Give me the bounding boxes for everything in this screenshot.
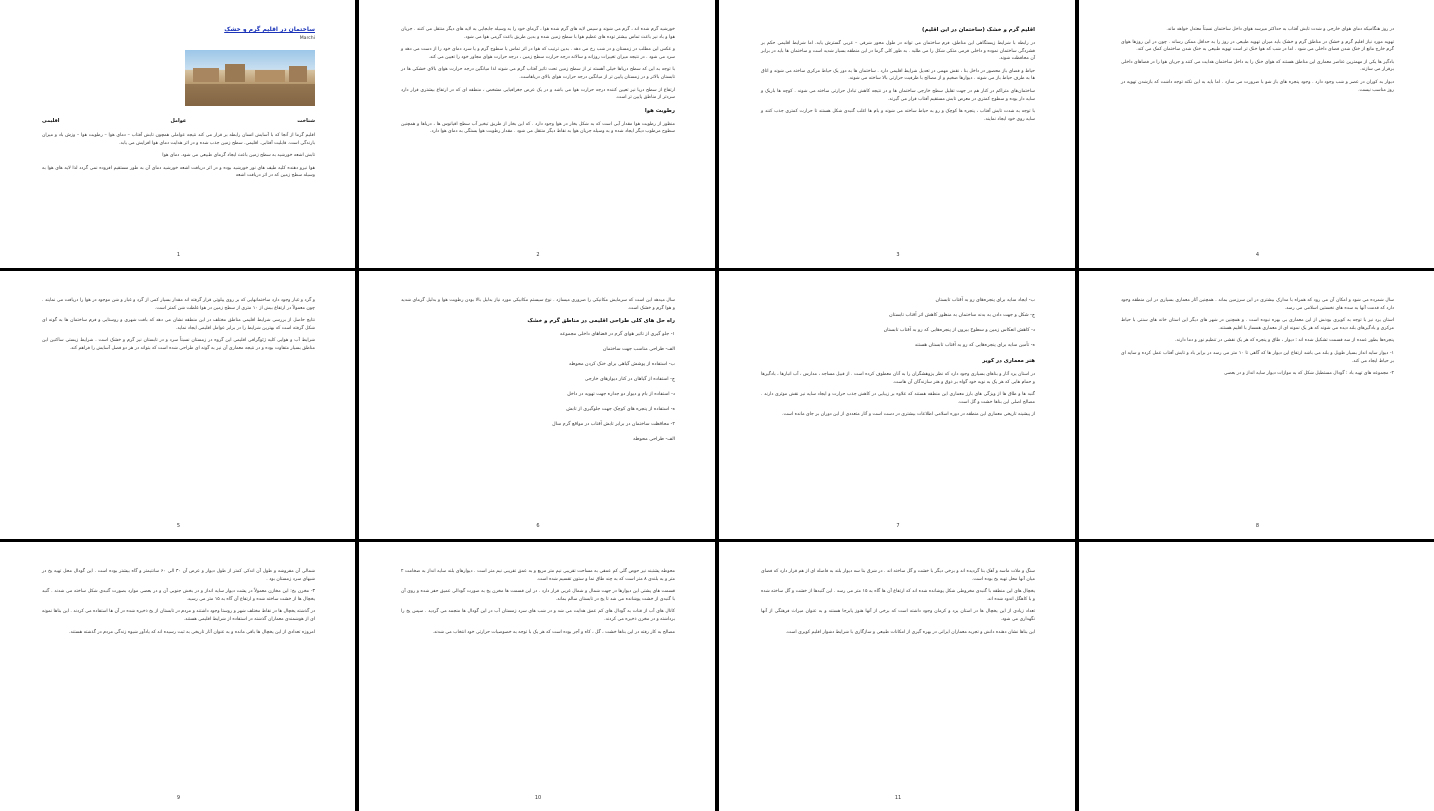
page-number: 4	[1255, 252, 1260, 258]
paragraph: ۳- مخزن یخ: این مخازن معمولاً در پشت دیوار سایه انداز و در بخش جنوبی آن و در بعضی موارد بصورت گنبدی شکل ساخته می شدند . گنبد یخچال ها از خشت ساخته شده و ارتفاع آن گاه به ۱۵ متر می رسید.	[42, 589, 315, 602]
page-2-content	[401, 26, 675, 258]
page-3-content	[761, 26, 1035, 258]
paragraph: پنجره‌ها بطور عمده از سه قسمت تشکیل شده اند : دیوار ، طاق و پنجره که هر یک نقشی در تنظیم نور و دما دارند.	[1175, 338, 1394, 344]
page-7-content	[761, 297, 1035, 529]
paragraph: تعداد زیادی از این یخچال ها در استان یزد و کرمان وجود داشته است که برخی از آنها هنوز پابرجا هستند و به عنوان میراث فرهنگی از آنها نگهداری می شود.	[761, 609, 1035, 622]
paragraph: تابش اشعه خورشید به سطح زمین باعث ایجاد گرمای طبیعی می شود. دمای هوا	[162, 153, 315, 159]
paragraph: شرایط آب و هوایی کلیه ژئوگرافی اقلیمی این گروه در زمستان نسبتاً سرد و در تابستان نیز گرم و خشک است . شرایط زیستی ساکنین این مناطق بسیار متفاوت بوده و در نتیجه معماری آن نیز به گونه ای طراحی شده است که بتواند در هر دو فصل آسایش را فراهم کند.	[42, 338, 315, 351]
list-item: ه- تأمین سایه برای پنجره‌هایی که رو به آفتاب تابستان هستند	[914, 343, 1035, 348]
page-10-content	[401, 568, 675, 801]
paragraph: استان یزد نیز با توجه به کویری بودنش از این معماری بی بهره نبوده است . و همچنین در شهر های دیگر این استان خانه های سنتی با حیاط مرکزی و بادگیرهای بلند دیده می شوند که هر یک نمونه ای از معماری همساز با اقلیم هستند.	[1121, 318, 1394, 331]
page-6[interactable]	[359, 271, 715, 539]
page-number: 5	[176, 523, 181, 529]
paragraph: در استان یزد آثار و بناهای بسیاری وجود دارد که نظر پژوهشگران را به آنان معطوف کرده است . از قبیل مساجد ، مدارس ، آب انبارها ، بادگیرها و حمام هایی که هر یک به نوبه خود گواه بر ذوق و هنر سازندگان آن هاست.	[761, 372, 1035, 385]
page-2[interactable]	[359, 0, 715, 268]
paragraph: بادگیر ها یکی از مهمترین عناصر معماری این مناطق هستند که هوای خنک را به داخل ساختمان هدایت می کنند و جریان هوا را در فضاهای داخلی برقرار می سازند.	[1121, 59, 1394, 73]
page-number: 6	[536, 523, 540, 529]
paragraph: و عکس این مطلب در زمستان و در شب رخ می دهد . بدین ترتیب که هوا در اثر تماس با سطوح گرم و یا سرد دمای خود را از دست می دهد و سرد می شود . در نتیجه میزان تغییرات روزانه و سالانه درجه حرارت سطح زمین ، درجه حرارت هوای مجاور خود را تعیین می کند.	[401, 47, 675, 60]
page-number: 3	[896, 252, 900, 258]
desert-city-photo	[185, 50, 315, 106]
section-heading: راه حل های کلی طراحی اقلیمی در مناطق گرم و خشک	[527, 318, 675, 325]
source-label: Marchi	[299, 36, 315, 41]
page-10[interactable]	[359, 542, 715, 811]
page-1-content	[42, 26, 315, 258]
paragraph: در رابطه با شرایط زیستگاهی این مناطق، فرم ساختمان می تواند در طول محور شرقی – غربی گسترش یابد. اما شرایط اقلیمی حکم بر فشردگی ساختمان نموده و داخلی فرمی متکی شکل را می طلبد . به طور کلی گرما در این منطقه بسیار شدید است و ساختمان ها باید در برابر آن محافظت شوند.	[761, 41, 1035, 62]
page-3[interactable]	[719, 0, 1075, 268]
list-item: ه- استفاده از پنجره های کوچک جهت جلوگیری از تابش	[566, 407, 675, 413]
paragraph: سال میدهد این است که سرمایش مکانیکی را ضروری میسازد . نوع سیستم مکانیکی مورد نیاز بدلیل بالا بودن رطوبت هوا و بدلیل گرمای شدید و هوا گرم و خشک است.	[401, 298, 675, 311]
paragraph: قسمت های پشتی این دیوارها در جهت شمال و شمال غربی قرار دارد . در این قسمت ها مخزن یخ به صورت گودالی عمیق حفر شده و روی آن با گنبدی از خشت پوشانده می شد تا یخ در تابستان سالم بماند.	[401, 589, 675, 602]
list-item: ب- ایجاد سایه برای پنجره‌های رو به آفتاب تابستان	[935, 298, 1035, 303]
page-number: 11	[894, 795, 902, 801]
paragraph: مصالح به کار رفته در این بناها خشت ، گل ، کاه و آجر بوده است که هر یک با توجه به خصوصیات حرارتی خود انتخاب می شدند.	[432, 629, 675, 635]
list-item: ب- استفاده از پوشش گیاهی برای خنک کردن محوطه	[569, 362, 675, 368]
paragraph: اقلیم گرما از آنجا که با آسایش انسان رابطه بر قرار می کند نتیجه عواملی همچون تابش آفتاب – دمای هوا – رطوبت هوا – وزش باد و میزان بارندگی است. قابلیت آفتابی. اقلیمی. سطح زمین جذب شده و در اثر هدایت دمای هوا افزایش می یابد.	[42, 133, 315, 146]
list-item: الف- طراحی محوطه	[633, 437, 675, 443]
paragraph: سال شمرده می شود و امکان آن می رود که همراه با مدارک بیشتری در این سرزمین بماند . همچنین آثار معماری بسیاری در این منطقه وجود دارد که قدمت آنها به سده های نخستین اسلامی می رسد.	[1121, 298, 1394, 311]
paragraph: یخچال های این منطقه با گنبدی مخروطی شکل پوشانده شده اند که ارتفاع آن ها گاه به ۱۵ متر می رسد . این گنبدها از خشت و گل ساخته شده و با کاهگل اندود شده اند.	[761, 589, 1035, 602]
list-item: د- کاهش انعکاس زمین و سطوح بیرون از پنجره‌هایی که رو به آفتاب تابستان	[883, 328, 1035, 333]
paragraph: ساختمان‌های متراکم در کنار هم در جهت تقلیل سطح خارجی ساختمان ها و در نتیجه کاهش تبادل حرارتی ساخته می شوند . کوچه ها باریک و سایه دار بوده و سطوح کمتری در معرض تابش مستقیم آفتاب قرار می گیرند.	[761, 88, 1035, 102]
section-heading: رطوبت هوا	[644, 107, 675, 114]
document-title-link[interactable]: ساختمان در اقلیم گرم و خشک	[224, 26, 315, 33]
paragraph: حیاط و فضای باز محصور در داخل بنا ، نقش مهمی در تعدیل شرایط اقلیمی دارد . ساختمان ها به دور یک حیاط مرکزی ساخته می شوند و اتاق ها به طرف حیاط باز می شوند . دیوارها ضخیم و از مصالح با ظرفیت حرارتی بالا ساخته می شوند.	[761, 68, 1035, 82]
paragraph: هوا نیرو دهنده کلیه طیف های نور خورشید بوده و در اثر دریافت اشعه خورشید دمای آن به طور مستقیم افزوده نمی گردد لذا لایه های هوا به وسیله سطح زمین که در اثر دریافت اشعه	[42, 165, 315, 179]
paragraph: سنگ و ملات ماسه و آهک بنا گردیده اند و برخی دیگر با خشت و گل ساخته اند . در شرق بنا سه دیوار بلند به فاصله ای از هم قرار دارد که فضای میان آنها محل تهیه یخ بوده است.	[761, 569, 1035, 582]
list-item: ج- استفاده از گیاهان در کنار دیوارهای خارجی	[584, 377, 675, 383]
page-5[interactable]	[0, 271, 355, 539]
paragraph: محوطه پشتبند نیز حوض گلی کم عمقی به مساحت تقریبی نیم متر مربع و به عمق تقریبی نیم متر است . دیوارهای بلند سایه انداز به ضخامت ۲ متر و به بلندی ۸ متر است که به چند طاق نما و ستون تقسیم شده است.	[401, 569, 675, 582]
paragraph: با توجه به شدت تابش آفتاب ، پنجره ها کوچک و رو به حیاط ساخته می شوند و بام ها اغلب گنبدی شکل هستند تا حرارت کمتری جذب کنند و سایه روی خود ایجاد نمایند.	[761, 109, 1035, 122]
label-2: عوامل	[170, 118, 187, 124]
page-4-content	[1121, 26, 1394, 258]
page-5-content	[42, 297, 315, 529]
page-8-content	[1121, 297, 1394, 529]
page-number: 7	[896, 523, 900, 529]
list-item: ۱- جلو گیری از تاثیر هوای گرم در فضاهای داخلی مجموعه	[559, 332, 675, 338]
page-11[interactable]	[719, 542, 1075, 811]
page-number: 2	[536, 252, 540, 258]
paragraph: و گرد و غبار وجود دارد ساختمانهایی که بر روی پیلوتی قرار گرفته اند مقدار بسیار کمی از گرد و غبار و شن موجود در هوا را دریافت می نمایند . چون معمولاً در ارتفاع بیش از ۱۰ متری از سطح زمین در هوا غلظت شن کمتر است.	[42, 298, 315, 311]
paragraph: خورشید گرم شده اند ، گرم می شوند و سپس لایه های گرم شده هوا ، گرمای خود را به وسیله جابجایی به لایه های دیگر منتقل می کنند . جریان هوا و باد نیز باعث تماس بیشتر توده های عظیم هوا با سطح زمین شده و بدین طریق باعث گرمی هوا می شود.	[401, 27, 675, 40]
paragraph: ارتفاع از سطح دریا نیز تعیین کننده درجه حرارت هوا می باشد و در یک عرض جغرافیایی مشخص ، منطقه ای که در ارتفاع بیشتری قرار دارد سردتر از مناطق پایین تر است.	[401, 87, 675, 101]
section-heading: هنر معماری در کویر	[982, 358, 1035, 364]
paragraph: در روز هنگامیکه دمای هوای خارجی و شدت تابش آفتاب به حداکثر میرسد هوای داخل ساختمان نسبتاً معتدل خواهد ماند.	[1166, 27, 1394, 32]
paragraph: ۱- دیوار سایه انداز بسیار طویل و بلند می باشد ارتفاع این دیوار ها که گاهی تا ۱۰ متر می رسد در برابر باد و تابش آفتاب عمل کرده و سایه ای بر حیاط ایجاد می کند.	[1121, 350, 1394, 364]
paragraph: شمالی آن مفروشه و طول آن اندکی کمتر از طول دیوار و عرض آن ۳۰ الی ۶۰ سانتیمتر و گاه بیشتر بوده است . این گودال محل تهیه یخ در شبهای سرد زمستان بود .	[42, 569, 315, 582]
paragraph: از پیشینه تاریخی معماری این منطقه در دوره اسلامی اطلاعات بیشتری در دست است و آثار متعددی از این دوران بر جای مانده است.	[782, 412, 1035, 418]
page-9[interactable]	[0, 542, 355, 811]
page-number: 8	[1255, 523, 1260, 529]
list-item: الف- طراحی مناسب جهت ساختمان	[602, 347, 675, 353]
section-labels	[42, 118, 315, 124]
paragraph: کانال های آب از قنات به گودال های کم عمق هدایت می شد و در شب های سرد زمستان آب در این گودال ها منجمد می گردید . سپس یخ را برداشته و در مخزن ذخیره می کردند.	[401, 609, 675, 622]
page-6-content	[401, 297, 675, 529]
page-number: 9	[176, 795, 181, 801]
list-item: ۲- محافظت ساختمان در برابر تابش آفتاب در مواقع گرم سال	[552, 422, 675, 428]
page-11-content	[761, 568, 1035, 801]
page-number: 1	[176, 252, 181, 258]
page-1-body	[42, 118, 315, 185]
page-1[interactable]	[0, 0, 355, 268]
page-number: 10	[534, 795, 542, 801]
list-item: د- استفاده از بام و دیوار دو جداره جهت تهویه در داخل	[567, 392, 675, 398]
paragraph: در گذشته یخچال ها در نقاط مختلف شهر و روستا وجود داشتند و مردم در تابستان از یخ ذخیره شده در آن ها استفاده می کردند . این بناها نمونه ای از هوشمندی معماران گذشته در استفاده از شرایط اقلیمی هستند.	[42, 609, 315, 622]
list-item: ج- شکل و جهت دادن به بدنه ساختمان به منظور کاهش اثر آفتاب تابستان	[889, 313, 1035, 318]
paragraph: منظور از رطوبت هوا مقدار آبی است که به شکل بخار در هوا وجود دارد . که این بخار از طریق تبخیر آب سطح اقیانوس ها ، دریاها و همچنین سطوح مرطوب دیگر ایجاد شده و به وسیله جریان هوا به نقاط دیگر منتقل می شود . مقدار رطوبت هوا بستگی به دمای هوا دارد.	[401, 121, 675, 135]
paragraph: با توجه به این که سطح دریاها خیلی آهسته تر از سطح زمین تحت تاثیر آفتاب گرم می شوند لذا میانگین درجه حرارت هوای بالای خشکی ها در تابستان بالاتر و در زمستان پایین تر از میانگین درجه حرارت هوای بالای دریاهاست.	[401, 67, 675, 80]
paragraph: این بناها نشان دهنده دانش و تجربه معماران ایرانی در بهره گیری از امکانات طبیعی و سازگاری با شرایط دشوار اقلیم کویری است.	[785, 629, 1035, 635]
page-4[interactable]	[1079, 0, 1434, 268]
paragraph: گنبد ها و طاق ها از ویژگی های بارز معماری این منطقه هستند که علاوه بر زیبایی در کاهش جذب حرارت و ایجاد سایه نیز نقش موثری دارند . مصالح اصلی این بناها خشت و گل است.	[761, 392, 1035, 405]
page-9-content	[42, 568, 315, 801]
label-3: اقلیمی	[42, 118, 60, 124]
paragraph: دیوار به کوران در عصر و شب وجود دارد . وجود پنجره های باز شو با ضرورت می سازد . اما باید به این نکته توجه داشت که بازشدن تهویه در روز مناسب نیست.	[1121, 79, 1394, 93]
label-1: شناخت	[297, 118, 315, 124]
section-heading: اقلیم گرم و خشک (ساختمان در این اقلیم)	[922, 27, 1035, 33]
page-blank	[1079, 542, 1434, 811]
paragraph: ۲- مجموعه های تهیه باد : گودال مستطیل شکل که به موازات دیوار سایه انداز و در بعضی	[1224, 371, 1394, 377]
paragraph: نتایج حاصل از بررسی شرایط اقلیمی مناطق مختلف در این منطقه نشان می دهد که بافت شهری و روستایی و فرم ساختمان ها به گونه ای شکل گرفته است که بهترین شرایط را در برابر عوامل اقلیمی ایجاد نماید.	[42, 318, 315, 331]
page-7[interactable]	[719, 271, 1075, 539]
paragraph: تهویه مورد نیاز اقلیم گرم و خشک در مناطق گرم و خشک باید میزان تهویه طبیعی در روز را به حداقل ممکن رساند . چون در این روزها هوای گرم خارج مانع از خنک شدن فضای داخلی می شود . اما در شب که هوا خنک تر است تهویه طبیعی به خنک شدن ساختمان کمک می کند.	[1121, 39, 1394, 53]
paragraph: امروزه تعدادی از این یخچال ها باقی مانده و به عنوان آثار تاریخی به ثبت رسیده اند که یادآور شیوه زندگی مردم در گذشته هستند.	[68, 629, 315, 635]
page-8[interactable]	[1079, 271, 1434, 539]
